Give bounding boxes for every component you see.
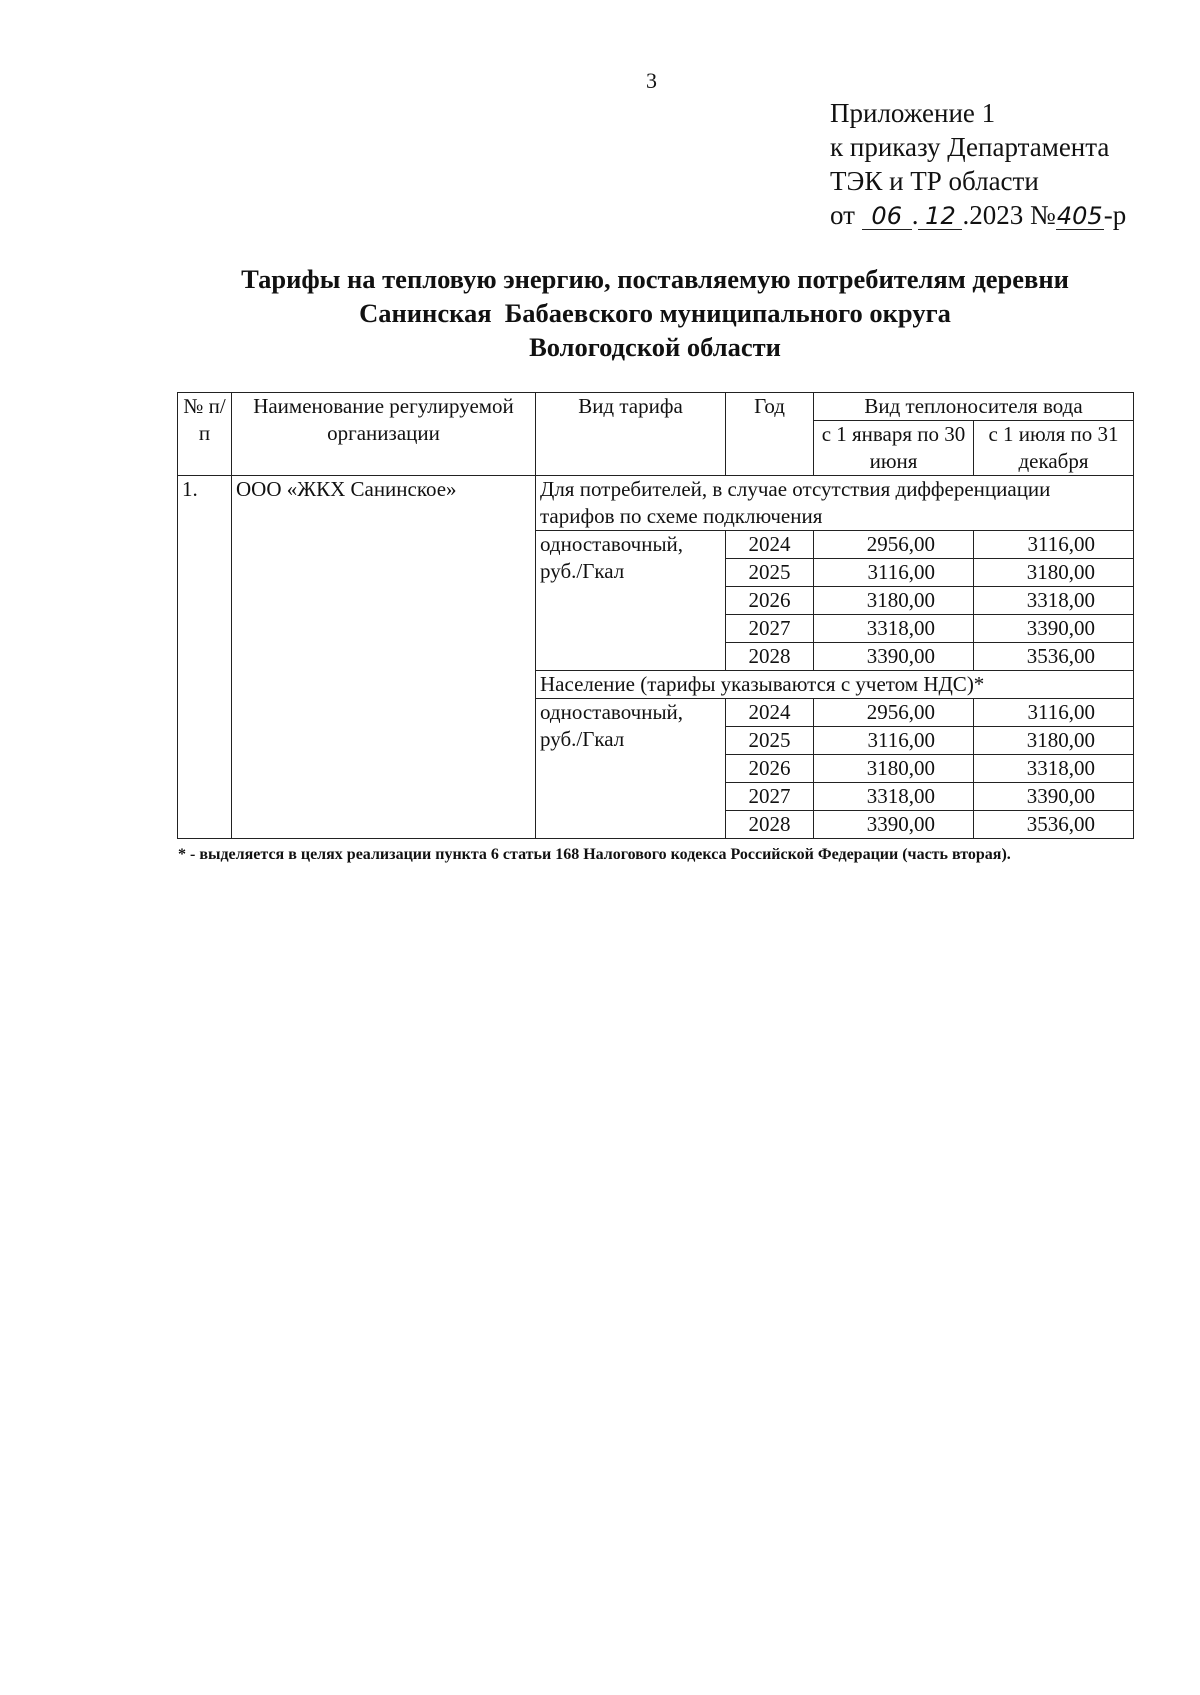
value-period-2: 3318,00	[974, 587, 1134, 615]
year-cell: 2024	[726, 531, 814, 559]
value-period-2: 3536,00	[974, 643, 1134, 671]
tariff-type: одноставочный, руб./Гкал	[536, 699, 726, 839]
group-title: Для потребителей, в случае отсутствия дифференциации тарифов по схеме подключения	[536, 476, 1134, 531]
value-period-1: 3116,00	[814, 727, 974, 755]
year-cell: 2026	[726, 587, 814, 615]
handwritten-month: 12	[918, 203, 962, 230]
title-line-1: Тарифы на тепловую энергию, поставляемую потребителям деревни	[241, 264, 1069, 294]
organization-name: ООО «ЖКХ Санинское»	[232, 476, 536, 839]
title-line-3: Вологодской области	[529, 332, 781, 362]
value-period-1: 2956,00	[814, 531, 974, 559]
appendix-department: ТЭК и ТР области	[830, 166, 1039, 196]
header-heat-carrier: Вид теплоносителя вода	[814, 393, 1134, 421]
value-period-1: 3318,00	[814, 615, 974, 643]
date-prefix: от	[830, 200, 855, 230]
group-title: Население (тарифы указываются с учетом НДС)*	[536, 671, 1134, 699]
header-num: № п/п	[178, 393, 232, 476]
value-period-1: 3390,00	[814, 643, 974, 671]
year-cell: 2027	[726, 783, 814, 811]
year-cell: 2028	[726, 811, 814, 839]
value-period-2: 3180,00	[974, 559, 1134, 587]
value-period-1: 2956,00	[814, 699, 974, 727]
header-year: Год	[726, 393, 814, 476]
value-period-1: 3180,00	[814, 587, 974, 615]
year-cell: 2024	[726, 699, 814, 727]
header-tariff-type: Вид тарифа	[536, 393, 726, 476]
tariff-type: одноставочный, руб./Гкал	[536, 531, 726, 671]
year-cell: 2028	[726, 643, 814, 671]
value-period-1: 3390,00	[814, 811, 974, 839]
appendix-order-ref: к приказу Департамента	[830, 132, 1110, 162]
appendix-block	[830, 96, 1126, 232]
handwritten-day: 06	[862, 203, 912, 230]
value-period-1: 3116,00	[814, 559, 974, 587]
value-period-2: 3116,00	[974, 699, 1134, 727]
year-cell: 2025	[726, 727, 814, 755]
value-period-2: 3116,00	[974, 531, 1134, 559]
header-period-2: с 1 июля по 31 декабря	[974, 421, 1134, 476]
year-cell: 2026	[726, 755, 814, 783]
value-period-2: 3180,00	[974, 727, 1134, 755]
year-and-number-label: .2023 №	[962, 200, 1056, 230]
header-period-1: с 1 января по 30 июня	[814, 421, 974, 476]
value-period-1: 3318,00	[814, 783, 974, 811]
value-period-2: 3536,00	[974, 811, 1134, 839]
value-period-2: 3390,00	[974, 783, 1134, 811]
appendix-date-line: от 06 . 12 .2023 №405-р	[830, 200, 1127, 230]
value-period-2: 3318,00	[974, 755, 1134, 783]
page-number: 3	[646, 68, 657, 93]
order-number-suffix: -р	[1103, 200, 1127, 230]
year-cell: 2027	[726, 615, 814, 643]
header-organization: Наименование регулируемой организации	[232, 393, 536, 476]
group-title-row	[178, 476, 1134, 531]
document-title	[150, 262, 1160, 364]
row-number: 1.	[178, 476, 232, 839]
year-cell: 2025	[726, 559, 814, 587]
value-period-2: 3390,00	[974, 615, 1134, 643]
footnote: * - выделяется в целях реализации пункта 6 статьи 168 Налогового кодекса Российской Федерации (часть вторая).	[178, 846, 1011, 863]
header-row	[178, 393, 1134, 421]
handwritten-order-number: 405	[1056, 202, 1103, 230]
title-line-2: Санинская Бабаевского муниципального округа	[359, 298, 951, 328]
tariff-table	[177, 392, 1134, 839]
value-period-1: 3180,00	[814, 755, 974, 783]
appendix-title: Приложение 1	[830, 98, 996, 128]
